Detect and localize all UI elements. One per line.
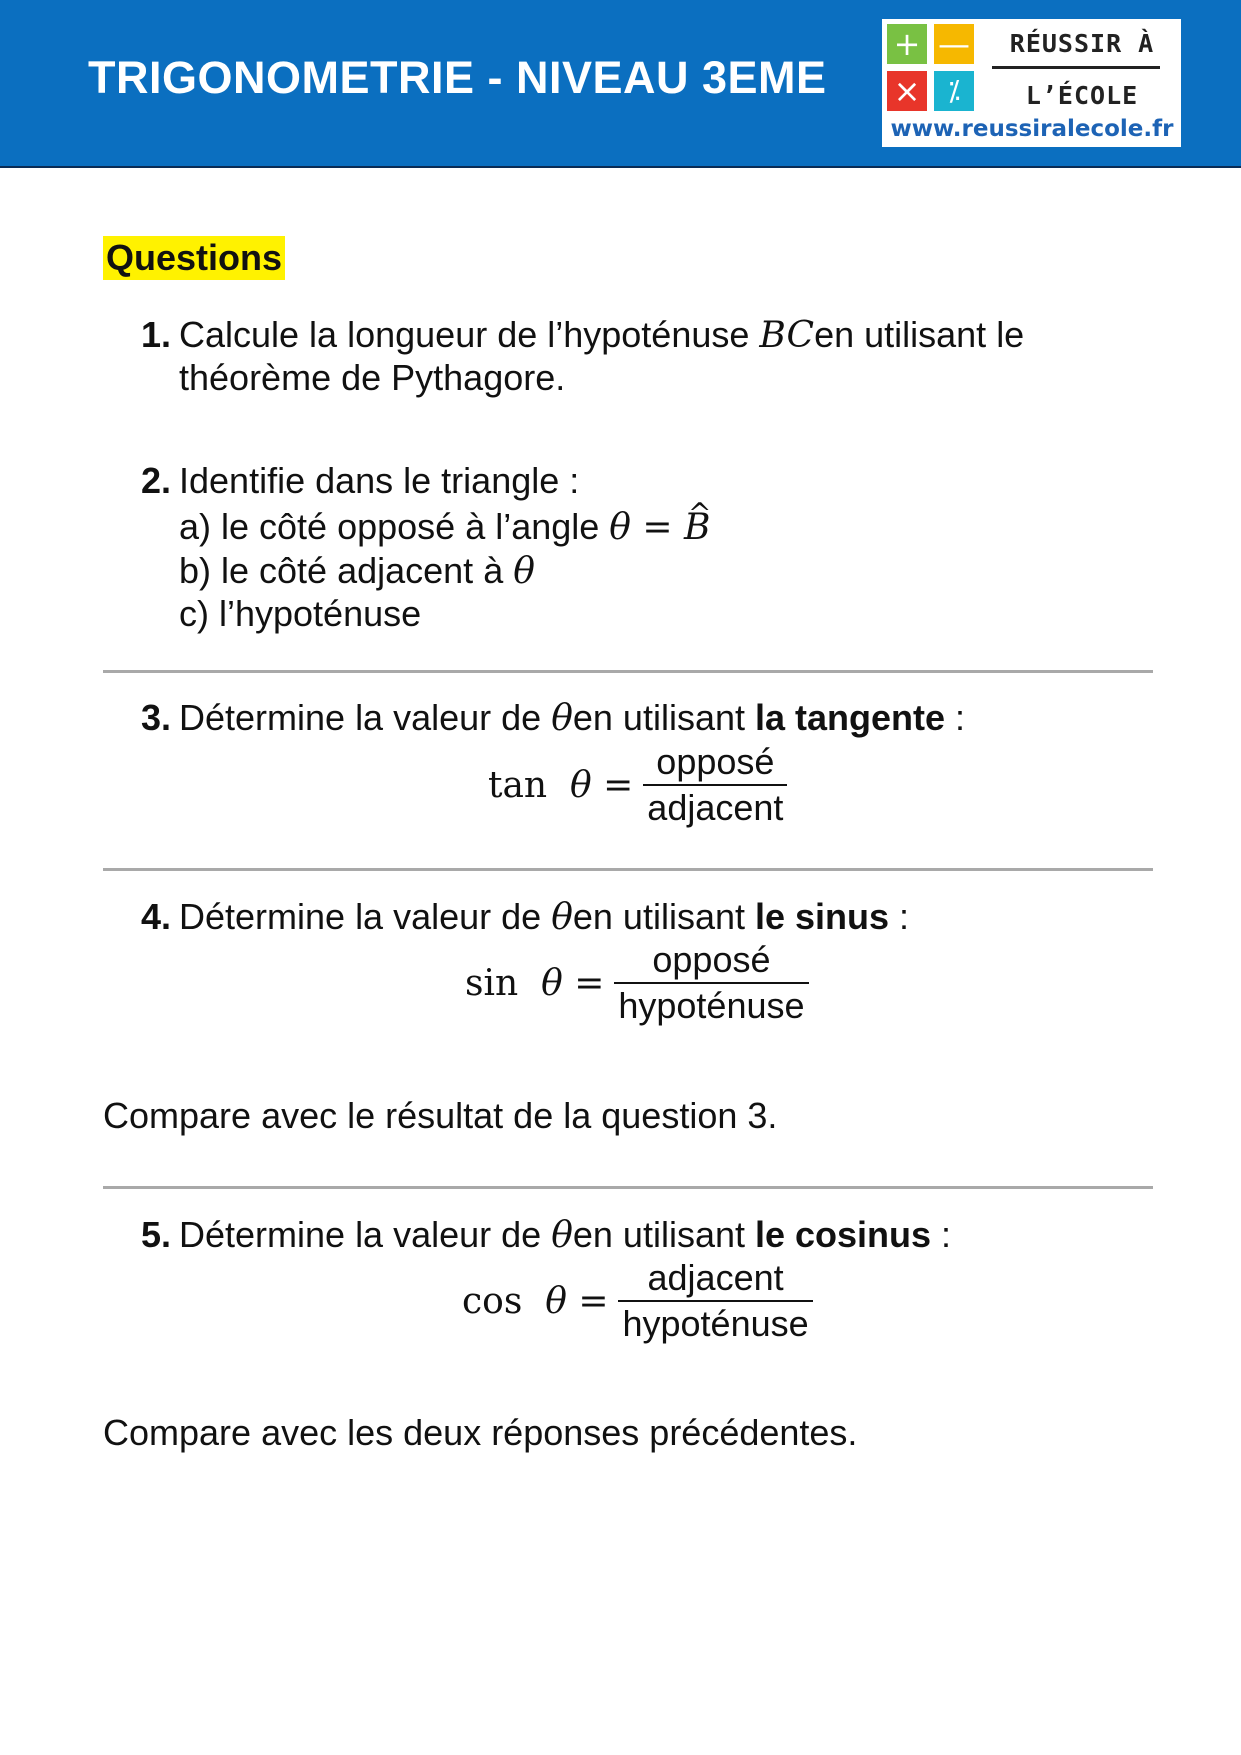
- question-2-item-b-math: θ: [513, 551, 535, 592]
- question-5-text-b: en utilisant: [572, 1214, 755, 1255]
- plus-icon: +: [887, 24, 927, 64]
- question-5-bold: le cosinus: [754, 1214, 932, 1255]
- logo-divider: [992, 66, 1160, 69]
- angle-b-hat: ^ B: [684, 506, 710, 550]
- question-5-text-c: :: [931, 1214, 952, 1255]
- question-2-number: 2.: [141, 460, 172, 501]
- question-4-math: θ: [551, 897, 573, 938]
- logo-text-line2: L’ÉCOLE: [1025, 81, 1139, 110]
- fraction: [643, 740, 787, 830]
- formula-function: tan: [488, 764, 548, 806]
- question-4-compare: Compare avec le résultat de la question 3.: [103, 1095, 778, 1136]
- question-4-bold: le sinus: [754, 896, 890, 937]
- question-1-number: 1.: [141, 314, 172, 355]
- fraction: [614, 938, 808, 1028]
- page-header: [0, 0, 1241, 168]
- fraction: [618, 1256, 812, 1346]
- question-1-math: BC: [759, 315, 815, 356]
- formula-variable: θ =: [541, 962, 605, 1004]
- divider: [103, 868, 1153, 871]
- question-3-number: 3.: [141, 697, 172, 738]
- question-3-text-a: Détermine la valeur de: [179, 697, 552, 738]
- logo-text-line1: RÉUSSIR À: [1009, 29, 1155, 58]
- fraction-numerator: adjacent: [647, 1257, 784, 1298]
- fraction-denominator: hypoténuse: [622, 1303, 809, 1344]
- question-3-text: [179, 696, 965, 741]
- question-2-intro: Identifie dans le triangle :: [179, 460, 580, 501]
- fraction-numerator: opposé: [656, 741, 775, 782]
- question-4-text-b: en utilisant: [572, 896, 755, 937]
- question-1-text: Calcule la longueur de l’hypoténuse: [179, 314, 760, 355]
- formula-function: cos: [462, 1280, 523, 1322]
- divider: [103, 670, 1153, 673]
- section-heading: Questions: [103, 236, 285, 280]
- question-4-text: [179, 895, 909, 940]
- fraction-denominator: hypoténuse: [618, 985, 805, 1026]
- site-logo: [882, 19, 1181, 147]
- question-1-text-end: en utilisant le: [814, 314, 1025, 355]
- sine-formula: [465, 938, 809, 1028]
- formula-lhs: [488, 765, 633, 806]
- question-3-math: θ: [551, 698, 573, 739]
- question-5-text: [179, 1213, 951, 1258]
- question-5-number: 5.: [141, 1214, 172, 1255]
- formula-variable: θ =: [570, 764, 634, 806]
- question-2-item-a: [179, 505, 711, 550]
- question-5-math: θ: [551, 1215, 573, 1256]
- fraction-numerator: opposé: [652, 939, 771, 980]
- formula-function: sin: [465, 962, 519, 1004]
- question-4-number: 4.: [141, 896, 172, 937]
- logo-url: www.reussiralecole.fr: [890, 116, 1174, 142]
- cosine-formula: [462, 1256, 813, 1346]
- formula-lhs: [462, 1281, 608, 1322]
- question-3-text-c: :: [945, 697, 966, 738]
- question-4-text-a: Détermine la valeur de: [179, 896, 552, 937]
- minus-icon: —: [934, 24, 974, 64]
- question-2-item-b: [179, 549, 535, 594]
- question-5-text-a: Détermine la valeur de: [179, 1214, 552, 1255]
- question-3-bold: la tangente: [754, 697, 946, 738]
- divide-icon: ⁒: [934, 71, 974, 111]
- formula-lhs: [465, 963, 604, 1004]
- question-2-item-b-text: b) le côté adjacent à: [179, 550, 514, 591]
- tangent-formula: [488, 740, 787, 830]
- formula-variable: θ =: [545, 1280, 609, 1322]
- page-title: TRIGONOMETRIE - NIVEAU 3EME: [88, 52, 827, 103]
- multiply-icon: ×: [887, 71, 927, 111]
- question-4-text-c: :: [889, 896, 910, 937]
- question-2-item-c: c) l’hypoténuse: [179, 593, 422, 634]
- question-2-item-a-math: θ =: [609, 507, 685, 548]
- fraction-denominator: adjacent: [647, 787, 784, 828]
- question-3-text-b: en utilisant: [572, 697, 755, 738]
- divider: [103, 1186, 1153, 1189]
- question-2-item-a-text: a) le côté opposé à l’angle: [179, 506, 610, 547]
- question-5-compare: Compare avec les deux réponses précédentes.: [103, 1412, 858, 1453]
- question-1-line1: [179, 313, 1024, 358]
- question-1-line2: théorème de Pythagore.: [179, 357, 566, 398]
